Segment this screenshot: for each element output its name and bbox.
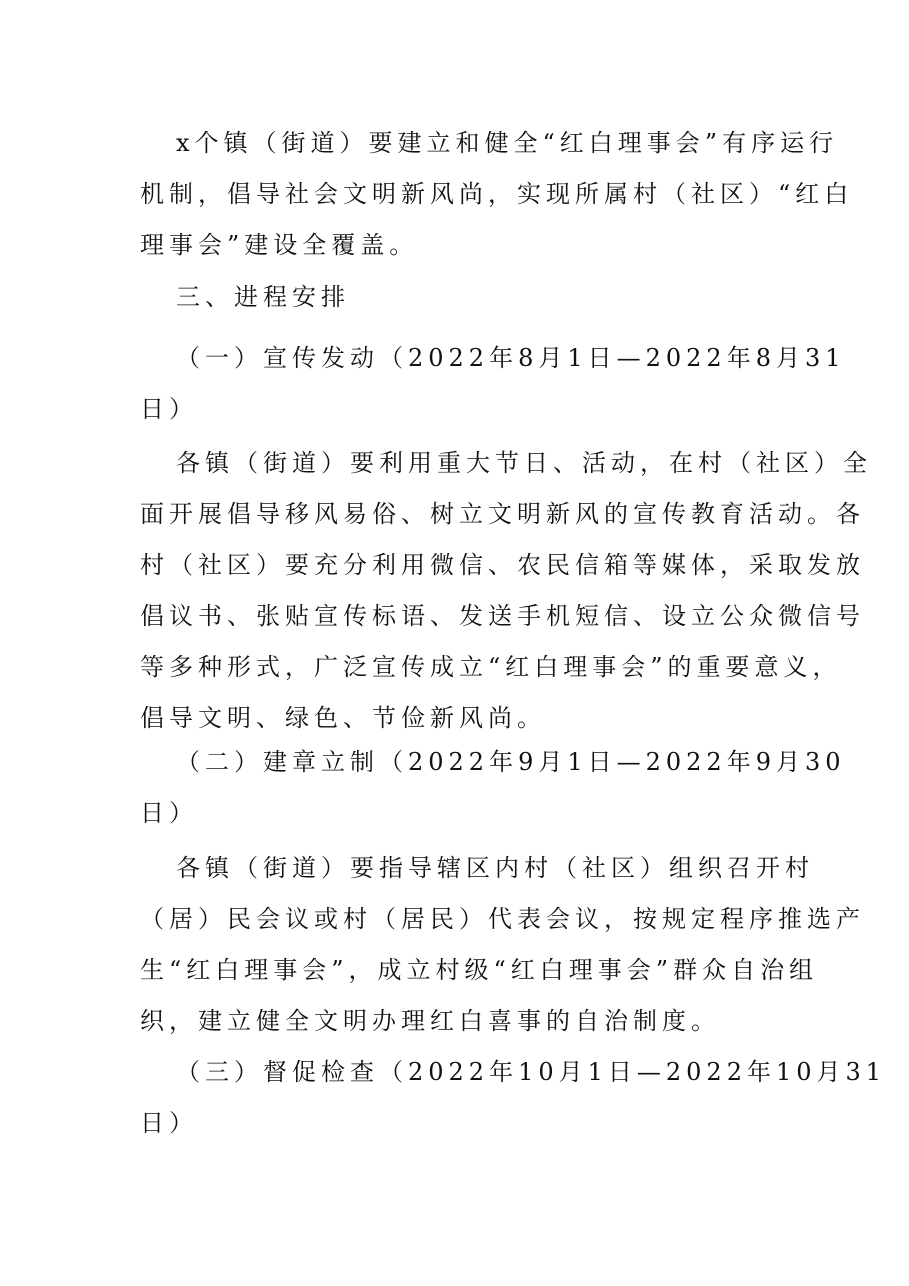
text-line: （居）民会议或村（居民）代表会议，按规定程序推选产: [140, 905, 865, 933]
text-line: 各镇（街道）要利用重大节日、活动，在村（社区）全: [176, 449, 872, 477]
text-line: x个镇（街道）要建立和健全“红白理事会”有序运行: [176, 129, 839, 157]
stage-two-heading: [140, 745, 846, 830]
stage-three-heading: [140, 1055, 887, 1140]
heading-line: （一）宣传发动（2022年8月1日—2022年8月31: [176, 344, 846, 372]
text-line: 面开展倡导移风易俗、树立文明新风的宣传教育活动。各: [140, 500, 865, 528]
text-line: 生“红白理事会”，成立村级“红白理事会”群众自治组: [140, 956, 819, 984]
stage-one-heading: [140, 341, 846, 426]
heading-line: 三、进程安排: [176, 283, 350, 311]
stage-one-text: [140, 446, 872, 735]
text-line: 理事会”建设全覆盖。: [140, 231, 419, 259]
text-line: 等多种形式，广泛宣传成立“红白理事会”的重要意义，: [140, 653, 842, 681]
text-line: 各镇（街道）要指导辖区内村（社区）组织召开村: [176, 854, 814, 882]
text-line: 机制，倡导社会文明新风尚，实现所属村（社区）“红白: [140, 180, 854, 208]
text-line: 织，建立健全文明办理红白喜事的自治制度。: [140, 1007, 720, 1035]
text-line: 倡议书、张贴宣传标语、发送手机短信、设立公众微信号: [140, 602, 865, 630]
heading-line: （三）督促检查（2022年10月1日—2022年10月31: [176, 1058, 887, 1086]
heading-line: 日）: [140, 799, 198, 827]
stage-two-text: [140, 851, 865, 1038]
heading-line: （二）建章立制（2022年9月1日—2022年9月30: [176, 748, 846, 776]
section-heading: [140, 280, 770, 314]
paragraph-goal: [140, 126, 854, 262]
text-line: 倡导文明、绿色、节俭新风尚。: [140, 704, 546, 732]
heading-line: 日）: [140, 1109, 198, 1137]
text-line: 村（社区）要充分利用微信、农民信箱等媒体，采取发放: [140, 551, 865, 579]
heading-line: 日）: [140, 395, 198, 423]
